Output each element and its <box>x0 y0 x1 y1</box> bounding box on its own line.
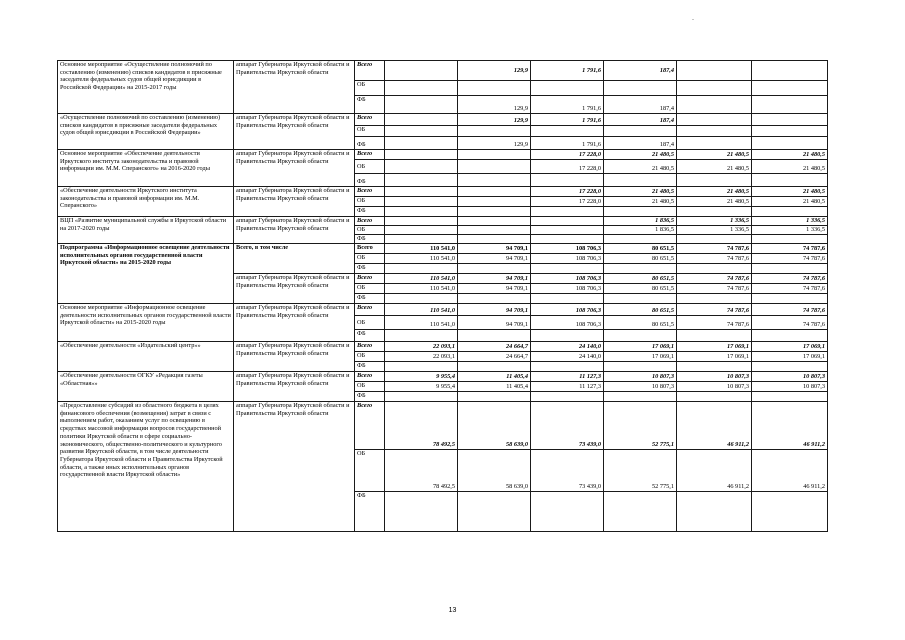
source-label: Всего <box>355 150 385 160</box>
source-label: ФБ <box>355 294 385 304</box>
source-label: ФБ <box>355 392 385 402</box>
measure-name: ВЦП «Развитие муниципальной службы в Иркутской области на 2017-2020 годы <box>58 217 234 244</box>
measure-name: «Обеспечение деятельности Иркутского института законодательства и правовой информации им. М.М. Сперанского» <box>58 187 234 217</box>
value-cell: 17 069,1 <box>604 342 677 352</box>
value-cell: 1 791,6 <box>531 137 604 150</box>
value-cell: 80 651,5 <box>604 284 677 294</box>
value-cell: 21 480,5 <box>677 197 752 207</box>
corner-mark: - <box>692 17 694 23</box>
value-cell: 10 807,3 <box>604 372 677 382</box>
source-label: ФБ <box>355 137 385 150</box>
executor: аппарат Губернатора Иркутской области и Правительства Иркутской области <box>234 274 355 304</box>
value-cell: 11 405,4 <box>458 372 531 382</box>
source-label: ФБ <box>355 207 385 217</box>
source-label: ОБ <box>355 316 385 330</box>
value-cell: 21 480,5 <box>604 150 677 160</box>
executor: аппарат Губернатора Иркутской области и Правительства Иркутской области <box>234 304 355 342</box>
value-cell: 1 791,6 <box>531 96 604 114</box>
value-cell: 129,9 <box>458 96 531 114</box>
executor: аппарат Губернатора Иркутской области и Правительства Иркутской области <box>234 342 355 372</box>
value-cell: 17 069,1 <box>677 342 752 352</box>
source-label: ОБ <box>355 197 385 207</box>
value-cell: 10 807,3 <box>752 372 828 382</box>
value-cell: 52 775,1 <box>604 402 677 450</box>
value-cell: 108 706,3 <box>531 254 604 264</box>
value-cell: 74 787,6 <box>677 244 752 254</box>
value-cell: 17 069,1 <box>752 342 828 352</box>
value-cell: 52 775,1 <box>604 450 677 492</box>
value-cell: 17 069,1 <box>677 352 752 362</box>
measure-name: «Предоставление субсидий из областного бюджета в целях финансового обеспечения (возмещения) затрат в связи с выполнением работ, оказанием услуг по освещению в средствах массовой информации вопросов государственной политики Иркутской области в сфере социально-экономического, общественно-политического и культурного развития Иркутской области, в том числе деятельности Губернатора Иркутской области и Правительства Иркутской области, а также иных исполнительных органов государственной власти Иркутской области» <box>58 402 234 532</box>
value-cell <box>385 96 458 114</box>
value-cell: 78 492,5 <box>385 450 458 492</box>
value-cell: 73 439,0 <box>531 402 604 450</box>
value-cell: 80 651,5 <box>604 244 677 254</box>
source-label: ОБ <box>355 226 385 235</box>
value-cell: 10 807,3 <box>752 382 828 392</box>
value-cell: 21 480,5 <box>677 150 752 160</box>
source-label: ФБ <box>355 330 385 342</box>
measure-name: «Осуществление полномочий по составлению (изменению) списков кандидатов в присяжные заседатели федеральных судов общей юрисдикции в Российской Федерации» <box>58 114 234 150</box>
value-cell: 17 228,0 <box>531 187 604 197</box>
value-cell: 9 955,4 <box>385 372 458 382</box>
value-cell: 94 709,1 <box>458 274 531 284</box>
value-cell: 21 480,5 <box>752 160 828 174</box>
source-label: Всего <box>355 274 385 284</box>
executor: аппарат Губернатора Иркутской области и Правительства Иркутской области <box>234 402 355 532</box>
source-label: ФБ <box>355 96 385 114</box>
source-label: ОБ <box>355 352 385 362</box>
source-label: ОБ <box>355 450 385 492</box>
value-cell: 24 664,7 <box>458 352 531 362</box>
value-cell: 80 651,5 <box>604 254 677 264</box>
source-label: Всего <box>355 402 385 450</box>
value-cell: 1 836,5 <box>604 226 677 235</box>
measure-name: Основное мероприятие «Осуществление полномочий по составлению (изменению) списков кандидатов в присяжные заседатели федеральных судов общей юрисдикции в Российской Федерации» на 2015-2017 годы <box>58 61 234 114</box>
value-cell: 108 706,3 <box>531 284 604 294</box>
value-cell: 21 480,5 <box>604 187 677 197</box>
value-cell: 58 639,0 <box>458 402 531 450</box>
measure-name: Основное мероприятие «Обеспечение деятельности Иркутского института законодательства и правовой информации им. М.М. Сперанского» на 2016-2020 годы <box>58 150 234 187</box>
value-cell: 187,4 <box>604 61 677 81</box>
value-cell: 17 069,1 <box>752 352 828 362</box>
value-cell: 21 480,5 <box>677 160 752 174</box>
value-cell: 21 480,5 <box>752 150 828 160</box>
value-cell: 17 228,0 <box>531 160 604 174</box>
value-cell: 10 807,3 <box>604 382 677 392</box>
value-cell: 11 127,3 <box>531 372 604 382</box>
page-number: 13 <box>448 607 457 614</box>
value-cell: 80 651,5 <box>604 304 677 316</box>
executor: аппарат Губернатора Иркутской области и Правительства Иркутской области <box>234 187 355 217</box>
source-label: Всего <box>355 61 385 81</box>
value-cell: 80 651,5 <box>604 274 677 284</box>
value-cell: 46 911,2 <box>677 402 752 450</box>
value-cell: 74 787,6 <box>677 274 752 284</box>
source-label: ОБ <box>355 284 385 294</box>
value-cell: 22 093,1 <box>385 342 458 352</box>
value-cell: 1 336,5 <box>752 226 828 235</box>
value-cell: 74 787,6 <box>752 304 828 316</box>
value-cell: 11 127,3 <box>531 382 604 392</box>
value-cell: 73 439,0 <box>531 450 604 492</box>
value-cell: 11 405,4 <box>458 382 531 392</box>
executor: Всего, в том числе <box>234 244 355 274</box>
source-label: ОБ <box>355 160 385 174</box>
value-cell: 110 541,0 <box>385 316 458 330</box>
source-label: Всего <box>355 187 385 197</box>
source-label: Всего <box>355 304 385 316</box>
value-cell: 110 541,0 <box>385 244 458 254</box>
value-cell: 108 706,3 <box>531 274 604 284</box>
value-cell: 9 955,4 <box>385 382 458 392</box>
value-cell: 110 541,0 <box>385 304 458 316</box>
value-cell: 1 336,5 <box>677 226 752 235</box>
value-cell <box>677 61 752 81</box>
measure-name: «Обеспечение деятельности ОГКУ «Редакция газеты «Областная»» <box>58 372 234 402</box>
value-cell: 46 911,2 <box>752 402 828 450</box>
value-cell: 129,9 <box>458 114 531 126</box>
value-cell: 108 706,3 <box>531 244 604 254</box>
value-cell: 1 336,5 <box>752 217 828 226</box>
value-cell: 74 787,6 <box>752 274 828 284</box>
value-cell: 74 787,6 <box>752 316 828 330</box>
executor: аппарат Губернатора Иркутской области и Правительства Иркутской области <box>234 372 355 402</box>
value-cell: 21 480,5 <box>604 197 677 207</box>
value-cell: 17 228,0 <box>531 197 604 207</box>
value-cell: 78 492,5 <box>385 402 458 450</box>
value-cell: 46 911,2 <box>677 450 752 492</box>
executor: аппарат Губернатора Иркутской области и Правительства Иркутской области <box>234 61 355 114</box>
executor: аппарат Губернатора Иркутской области и Правительства Иркутской области <box>234 114 355 150</box>
value-cell: 110 541,0 <box>385 254 458 264</box>
value-cell: 110 541,0 <box>385 284 458 294</box>
value-cell: 129,9 <box>458 61 531 81</box>
value-cell: 110 541,0 <box>385 274 458 284</box>
source-label: ОБ <box>355 254 385 264</box>
value-cell: 1 336,5 <box>677 217 752 226</box>
value-cell: 74 787,6 <box>752 254 828 264</box>
source-label: ФБ <box>355 235 385 244</box>
measure-name: «Обеспечение деятельности «Издательский центр»» <box>58 342 234 372</box>
value-cell: 21 480,5 <box>677 187 752 197</box>
source-label: ФБ <box>355 362 385 372</box>
value-cell: 1 836,5 <box>604 217 677 226</box>
source-label: ФБ <box>355 264 385 274</box>
measure-name: Основное мероприятие «Информационное освещение деятельности исполнительных органов государственной власти Иркутской области» на 2015-2020 годы <box>58 304 234 342</box>
value-cell: 80 651,5 <box>604 316 677 330</box>
value-cell: 129,9 <box>458 137 531 150</box>
executor: аппарат Губернатора Иркутской области и Правительства Иркутской области <box>234 150 355 187</box>
value-cell: 94 709,1 <box>458 304 531 316</box>
value-cell: 17 069,1 <box>604 352 677 362</box>
value-cell: 74 787,6 <box>752 284 828 294</box>
value-cell: 187,4 <box>604 114 677 126</box>
value-cell: 22 093,1 <box>385 352 458 362</box>
value-cell: 94 709,1 <box>458 284 531 294</box>
value-cell: 74 787,6 <box>677 304 752 316</box>
source-label: Всего <box>355 244 385 254</box>
source-label: ФБ <box>355 492 385 532</box>
value-cell: 108 706,3 <box>531 304 604 316</box>
source-label: Всего <box>355 372 385 382</box>
source-label: ОБ <box>355 126 385 137</box>
value-cell: 24 664,7 <box>458 342 531 352</box>
value-cell: 94 709,1 <box>458 254 531 264</box>
value-cell: 10 807,3 <box>677 382 752 392</box>
source-label: Всего <box>355 114 385 126</box>
value-cell: 1 791,6 <box>531 61 604 81</box>
value-cell: 1 791,6 <box>531 114 604 126</box>
value-cell: 10 807,3 <box>677 372 752 382</box>
value-cell: 187,4 <box>604 96 677 114</box>
budget-table <box>57 60 828 532</box>
value-cell: 21 480,5 <box>752 197 828 207</box>
source-label: ОБ <box>355 81 385 96</box>
value-cell: 108 706,3 <box>531 316 604 330</box>
value-cell: 21 480,5 <box>604 160 677 174</box>
value-cell: 74 787,6 <box>677 254 752 264</box>
value-cell: 24 140,0 <box>531 352 604 362</box>
value-cell <box>385 61 458 81</box>
value-cell: 46 911,2 <box>752 450 828 492</box>
value-cell: 74 787,6 <box>677 316 752 330</box>
source-label: ОБ <box>355 382 385 392</box>
value-cell: 94 709,1 <box>458 316 531 330</box>
executor: аппарат Губернатора Иркутской области и Правительства Иркутской области <box>234 217 355 244</box>
value-cell: 21 480,5 <box>752 187 828 197</box>
value-cell: 74 787,6 <box>677 284 752 294</box>
subprogram-name: Подпрограмма «Информационное освещение деятельности исполнительных органов государственной власти Иркутской области» на 2015-2020 годы <box>58 244 234 304</box>
source-label: ФБ <box>355 174 385 187</box>
value-cell: 94 709,1 <box>458 244 531 254</box>
value-cell: 24 140,0 <box>531 342 604 352</box>
value-cell: 58 639,0 <box>458 450 531 492</box>
value-cell <box>752 61 828 81</box>
value-cell: 74 787,6 <box>752 244 828 254</box>
value-cell: 187,4 <box>604 137 677 150</box>
source-label: Всего <box>355 217 385 226</box>
source-label: Всего <box>355 342 385 352</box>
value-cell: 17 228,0 <box>531 150 604 160</box>
